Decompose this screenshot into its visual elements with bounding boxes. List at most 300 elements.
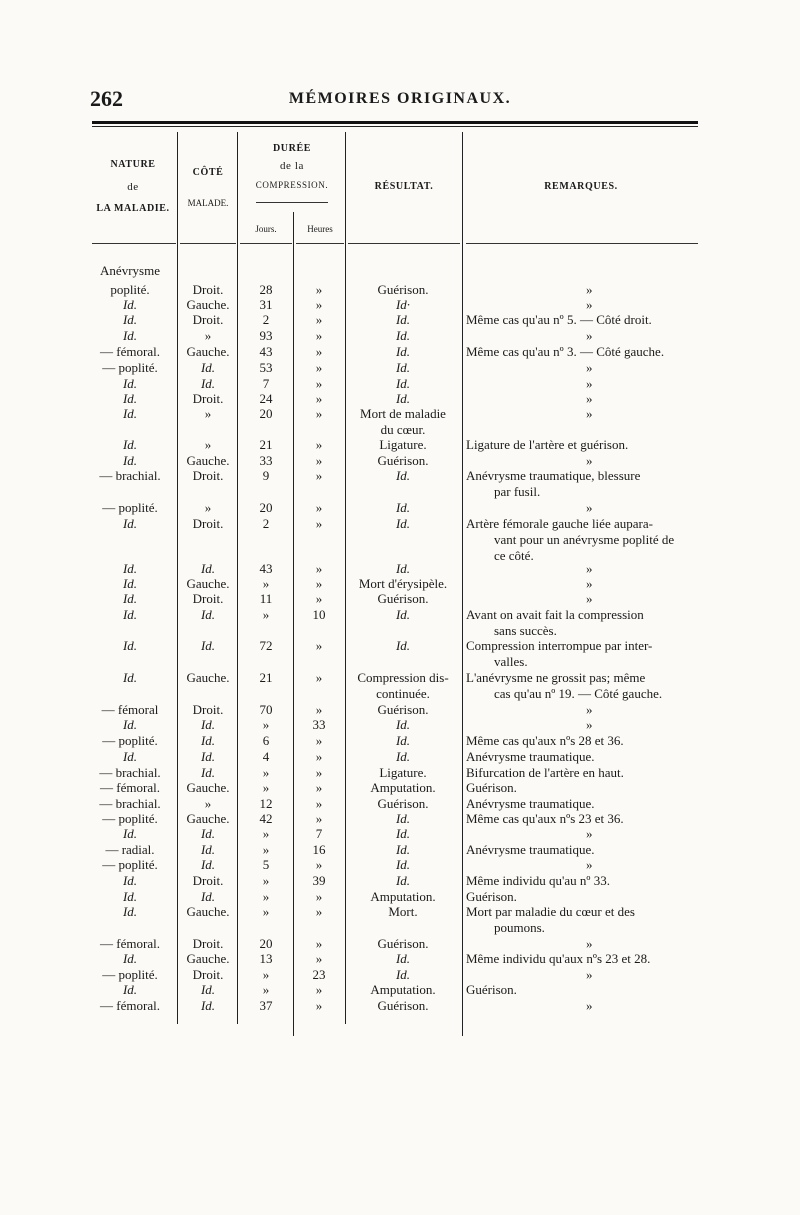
cell-heures: » <box>315 811 323 826</box>
cell-jours: 20 <box>259 406 273 421</box>
cell-heures: » <box>315 796 323 811</box>
cell-remarques <box>466 282 704 298</box>
cell-remarques-line: » <box>586 702 593 717</box>
cell-resultat <box>346 702 460 718</box>
cell-resultat <box>346 765 460 781</box>
cell-cote: Droit. <box>192 873 224 888</box>
cell-cote: Id. <box>200 561 216 576</box>
header-duree-1: DURÉE <box>272 143 311 154</box>
cell-jours: 93 <box>259 328 273 343</box>
cell-heures: » <box>315 780 323 795</box>
cell-jours: 53 <box>259 360 273 375</box>
cell-cote: Id. <box>200 376 216 391</box>
cell-remarques <box>466 749 704 765</box>
cell-remarques-line: » <box>586 998 593 1013</box>
cell-jours: 20 <box>259 500 273 515</box>
cell-nature: — brachial. <box>99 765 161 780</box>
cell-resultat-line: Id. <box>395 717 411 732</box>
cell-jours: 43 <box>259 561 273 576</box>
cell-remarques <box>466 826 704 842</box>
cell-nature: Id. <box>122 453 138 468</box>
cell-resultat-line: du cœur. <box>380 422 426 437</box>
cell-heures: » <box>315 561 323 576</box>
cell-nature: Id. <box>122 591 138 606</box>
cell-remarques <box>466 437 704 453</box>
cell-resultat <box>346 453 460 469</box>
cell-remarques <box>466 702 704 718</box>
cell-cote: Id. <box>200 826 216 841</box>
cell-remarques-line: » <box>586 561 593 576</box>
cell-resultat <box>346 889 460 905</box>
cell-resultat <box>346 437 460 453</box>
cell-remarques-line: » <box>586 500 593 515</box>
cell-cote: Id. <box>200 982 216 997</box>
cell-cote: Droit. <box>192 936 224 951</box>
cell-jours: » <box>262 717 270 732</box>
cell-jours: 21 <box>259 437 273 452</box>
cell-nature: Id. <box>122 904 138 919</box>
cell-cote: Droit. <box>192 516 224 531</box>
cell-resultat <box>346 561 460 577</box>
cell-resultat <box>346 811 460 827</box>
cell-remarques-line: » <box>586 576 593 591</box>
cell-remarques <box>466 328 704 344</box>
cell-cote: Id. <box>200 638 216 653</box>
cell-cote: Droit. <box>192 468 224 483</box>
cell-nature: — radial. <box>105 842 155 857</box>
cell-cote: Gauche. <box>186 453 230 468</box>
cell-remarques <box>466 376 704 392</box>
cell-jours: 13 <box>259 951 273 966</box>
cell-remarques-line: Même cas qu'au nº 5. — Côté droit. <box>466 312 652 327</box>
cell-resultat <box>346 998 460 1014</box>
cell-heures: » <box>315 889 323 904</box>
cell-resultat-line: Id· <box>395 297 411 312</box>
cell-heures: » <box>315 936 323 951</box>
cell-cote: Droit. <box>192 391 224 406</box>
cell-nature: Id. <box>122 576 138 591</box>
cell-resultat <box>346 904 460 920</box>
cell-heures: » <box>315 468 323 483</box>
cell-nature: — fémoral <box>101 702 159 717</box>
cell-heures: 16 <box>312 842 326 857</box>
cell-resultat-line: Mort de maladie <box>360 406 446 421</box>
cell-resultat <box>346 360 460 376</box>
cell-jours: 4 <box>262 749 270 764</box>
cell-jours: » <box>262 904 270 919</box>
cell-cote: Id. <box>200 749 216 764</box>
cell-remarques-line: Anévrysme traumatique. <box>466 749 595 764</box>
cell-resultat-line: Guérison. <box>377 702 429 717</box>
cell-resultat <box>346 749 460 765</box>
cell-remarques-line: Anévrysme traumatique, blessure <box>466 468 641 483</box>
cell-nature: Id. <box>122 873 138 888</box>
header-rule-resultat <box>348 243 460 244</box>
cell-nature: Id. <box>122 951 138 966</box>
cell-resultat-line: Id. <box>395 312 411 327</box>
cell-remarques-line: Anévrysme traumatique. <box>466 796 595 811</box>
cell-resultat <box>346 951 460 967</box>
cell-remarques <box>466 344 704 360</box>
cell-resultat-line: Id. <box>395 951 411 966</box>
cell-heures: 23 <box>312 967 326 982</box>
header-heures: Heures <box>307 224 333 234</box>
cell-heures: » <box>315 360 323 375</box>
cell-resultat <box>346 857 460 873</box>
cell-jours: 2 <box>262 516 270 531</box>
cell-jours: 37 <box>259 998 273 1013</box>
cell-heures: » <box>315 453 323 468</box>
cell-resultat-line: continuée. <box>376 686 430 701</box>
cell-remarques <box>466 468 704 500</box>
cell-remarques-line: Même individu qu'aux nºs 23 et 28. <box>466 951 651 966</box>
cell-nature: Id. <box>122 749 138 764</box>
cell-jours: 24 <box>259 391 273 406</box>
cell-remarques <box>466 889 704 905</box>
cell-resultat <box>346 344 460 360</box>
cell-cote: Gauche. <box>186 576 230 591</box>
cell-jours: 42 <box>259 811 273 826</box>
cell-heures: » <box>315 670 323 685</box>
cell-remarques <box>466 607 704 639</box>
cell-remarques-line: » <box>586 453 593 468</box>
header-rule-heures <box>296 243 344 244</box>
cell-remarques <box>466 406 704 422</box>
cell-resultat-line: Id. <box>395 842 411 857</box>
cell-nature: — fémoral. <box>100 998 160 1013</box>
cell-remarques <box>466 873 704 889</box>
cell-heures: » <box>315 500 323 515</box>
header-resultat: RÉSULTAT. <box>374 181 434 192</box>
cell-resultat-line: Id. <box>395 360 411 375</box>
cell-jours: 28 <box>259 282 273 297</box>
cell-resultat <box>346 638 460 654</box>
header-nature-3: LA MALADIE. <box>96 203 170 214</box>
cell-jours: » <box>262 889 270 904</box>
cell-resultat-line: Id. <box>395 516 411 531</box>
cell-heures: » <box>315 297 323 312</box>
cell-resultat-line: Id. <box>395 733 411 748</box>
cell-remarques-line: Guérison. <box>466 889 517 904</box>
cell-resultat <box>346 842 460 858</box>
cell-jours: 20 <box>259 936 273 951</box>
cell-nature: — brachial. <box>99 468 161 483</box>
cell-cote: » <box>204 500 212 515</box>
cell-remarques-line: » <box>586 391 593 406</box>
cell-resultat-line: Id. <box>395 328 411 343</box>
cell-resultat-line: Amputation. <box>370 780 436 795</box>
cell-jours: 12 <box>259 796 273 811</box>
cell-remarques <box>466 516 704 564</box>
cell-cote: Id. <box>200 998 216 1013</box>
cell-heures: » <box>315 328 323 343</box>
cell-remarques-line: Anévrysme traumatique. <box>466 842 595 857</box>
cell-resultat <box>346 982 460 998</box>
cell-heures: » <box>315 406 323 421</box>
cell-cote: Gauche. <box>186 904 230 919</box>
cell-remarques-line: » <box>586 360 593 375</box>
cell-cote: » <box>204 406 212 421</box>
header-rule-nature <box>92 243 176 244</box>
cell-cote: Gauche. <box>186 670 230 685</box>
cell-remarques-line: Compression interrompue par inter- <box>466 638 653 653</box>
cell-cote: Id. <box>200 857 216 872</box>
cell-nature: Id. <box>122 297 138 312</box>
cell-remarques <box>466 967 704 983</box>
cell-remarques-line: sans succès. <box>494 623 557 638</box>
cell-remarques-line: Même cas qu'aux nºs 28 et 36. <box>466 733 624 748</box>
running-title: MÉMOIRES ORIGINAUX. <box>288 90 512 107</box>
cell-jours: 5 <box>262 857 270 872</box>
cell-nature: Id. <box>122 312 138 327</box>
cell-remarques-line: Même cas qu'au nº 3. — Côté gauche. <box>466 344 665 359</box>
cell-jours: 33 <box>259 453 273 468</box>
cell-nature: Anévrysme <box>100 263 160 278</box>
cell-nature: Id. <box>122 516 138 531</box>
cell-resultat-line: Id. <box>395 857 411 872</box>
cell-heures: » <box>315 516 323 531</box>
cell-jours: » <box>262 607 270 622</box>
cell-heures: 33 <box>312 717 326 732</box>
cell-jours: » <box>262 765 270 780</box>
cell-jours: » <box>262 982 270 997</box>
header-cote-1: CÔTÉ <box>192 167 224 178</box>
cell-remarques-line: Artère fémorale gauche liée aupara- <box>466 516 653 531</box>
cell-remarques-line: » <box>586 826 593 841</box>
cell-remarques-line: » <box>586 282 593 297</box>
cell-resultat <box>346 282 460 298</box>
cell-heures: » <box>315 591 323 606</box>
cell-remarques-line: » <box>586 297 593 312</box>
cell-resultat-line: Ligature. <box>379 437 427 452</box>
cell-remarques-line: cas qu'au nº 19. — Côté gauche. <box>494 686 663 701</box>
cell-resultat-line: Id. <box>395 468 411 483</box>
cell-remarques <box>466 500 704 516</box>
cell-jours: 43 <box>259 344 273 359</box>
cell-cote: Id. <box>200 733 216 748</box>
cell-remarques-line: par fusil. <box>494 484 541 499</box>
cell-heures: 39 <box>312 873 326 888</box>
cell-resultat <box>346 733 460 749</box>
cell-remarques <box>466 796 704 812</box>
cell-remarques <box>466 312 704 328</box>
cell-jours: 21 <box>259 670 273 685</box>
header-remarques: REMARQUES. <box>544 181 618 192</box>
cell-resultat-line: Id. <box>395 749 411 764</box>
cell-nature: Id. <box>122 561 138 576</box>
cell-jours: 31 <box>259 297 273 312</box>
cell-cote: Gauche. <box>186 951 230 966</box>
cell-remarques-line: Ligature de l'artère et guérison. <box>466 437 629 452</box>
cell-resultat <box>346 391 460 407</box>
cell-jours: 7 <box>262 376 270 391</box>
header-cote-2: MALADE. <box>187 198 229 208</box>
cell-resultat <box>346 796 460 812</box>
page-number: 262 <box>90 86 123 111</box>
cell-heures: » <box>315 998 323 1013</box>
cell-heures: » <box>315 312 323 327</box>
cell-nature: Id. <box>122 391 138 406</box>
cell-remarques-line: Même cas qu'aux nºs 23 et 36. <box>466 811 624 826</box>
cell-nature: — poplité. <box>102 500 158 515</box>
cell-resultat <box>346 591 460 607</box>
cell-resultat-line: Mort d'érysipèle. <box>358 576 448 591</box>
cell-remarques-line: Même individu qu'au nº 33. <box>466 873 610 888</box>
cell-resultat-line: Guérison. <box>377 591 429 606</box>
cell-resultat <box>346 312 460 328</box>
cell-remarques <box>466 780 704 796</box>
cell-resultat-line: Guérison. <box>377 796 429 811</box>
cell-remarques-line: L'anévrysme ne grossit pas; même <box>466 670 646 685</box>
cell-resultat-line: Id. <box>395 344 411 359</box>
cell-remarques <box>466 591 704 607</box>
cell-remarques-line: Guérison. <box>466 982 517 997</box>
cell-jours: » <box>262 842 270 857</box>
cell-nature: — poplité. <box>102 733 158 748</box>
cell-resultat-line: Id. <box>395 376 411 391</box>
cell-remarques-line: Avant on avait fait la compression <box>466 607 644 622</box>
cell-resultat-line: Id. <box>395 638 411 653</box>
cell-remarques-line: valles. <box>494 654 528 669</box>
cell-heures: » <box>315 749 323 764</box>
cell-resultat <box>346 607 460 623</box>
cell-remarques <box>466 733 704 749</box>
cell-remarques <box>466 811 704 827</box>
cell-remarques <box>466 453 704 469</box>
cell-resultat-line: Id. <box>395 391 411 406</box>
cell-heures: » <box>315 437 323 452</box>
cell-resultat <box>346 376 460 392</box>
cell-resultat-line: Amputation. <box>370 982 436 997</box>
header-jours: Jours. <box>255 224 277 234</box>
cell-remarques-line: » <box>586 591 593 606</box>
cell-nature: Id. <box>122 889 138 904</box>
top-rule <box>92 121 698 124</box>
cell-cote: Id. <box>200 765 216 780</box>
cell-cote: Gauche. <box>186 297 230 312</box>
cell-cote: Droit. <box>192 591 224 606</box>
header-rule-cote <box>180 243 236 244</box>
cell-resultat <box>346 468 460 484</box>
cell-nature: Id. <box>122 406 138 421</box>
cell-resultat <box>346 826 460 842</box>
cell-nature: poplité. <box>110 282 150 297</box>
cell-nature: Id. <box>122 717 138 732</box>
cell-remarques-line: Bifurcation de l'artère en haut. <box>466 765 624 780</box>
cell-remarques-line: ce côté. <box>494 548 534 563</box>
cell-resultat <box>346 576 460 592</box>
cell-cote: Id. <box>200 889 216 904</box>
cell-jours: 72 <box>259 638 273 653</box>
cell-resultat <box>346 780 460 796</box>
cell-jours: » <box>262 967 270 982</box>
cell-cote: Id. <box>200 360 216 375</box>
cell-remarques <box>466 717 704 733</box>
cell-resultat <box>346 516 460 532</box>
cell-nature: — poplité. <box>102 360 158 375</box>
cell-cote: » <box>204 796 212 811</box>
cell-remarques-line: Mort par maladie du cœur et des <box>466 904 635 919</box>
cell-resultat-line: Id. <box>395 607 411 622</box>
cell-remarques <box>466 638 704 670</box>
cell-heures: » <box>315 765 323 780</box>
cell-resultat <box>346 328 460 344</box>
cell-nature: — poplité. <box>102 857 158 872</box>
cell-remarques-line: » <box>586 857 593 872</box>
cell-remarques-line: » <box>586 717 593 732</box>
cell-remarques-line: poumons. <box>494 920 545 935</box>
cell-remarques <box>466 360 704 376</box>
cell-cote: Gauche. <box>186 344 230 359</box>
cell-remarques-line: » <box>586 376 593 391</box>
cell-cote: Id. <box>200 607 216 622</box>
cell-remarques <box>466 670 704 702</box>
cell-heures: » <box>315 982 323 997</box>
cell-remarques-line: » <box>586 406 593 421</box>
cell-resultat-line: Id. <box>395 561 411 576</box>
cell-nature: Id. <box>122 982 138 997</box>
cell-nature: Id. <box>122 670 138 685</box>
cell-nature: Id. <box>122 607 138 622</box>
cell-nature: Id. <box>122 328 138 343</box>
cell-cote: Droit. <box>192 282 224 297</box>
cell-resultat-line: Id. <box>395 967 411 982</box>
cell-remarques <box>466 391 704 407</box>
cell-cote: Gauche. <box>186 811 230 826</box>
cell-heures: » <box>315 951 323 966</box>
cell-nature: Id. <box>122 376 138 391</box>
cell-heures: » <box>315 391 323 406</box>
cell-remarques <box>466 765 704 781</box>
cell-jours: 11 <box>259 591 273 606</box>
cell-jours: 6 <box>262 733 270 748</box>
cell-jours: » <box>262 780 270 795</box>
cell-remarques <box>466 857 704 873</box>
cell-resultat <box>346 873 460 889</box>
cell-cote: Droit. <box>192 967 224 982</box>
cell-remarques <box>466 936 704 952</box>
cell-cote: Id. <box>200 842 216 857</box>
cell-heures: » <box>315 733 323 748</box>
header-rule-jours <box>240 243 292 244</box>
cell-resultat-line: Guérison. <box>377 998 429 1013</box>
cell-heures: » <box>315 376 323 391</box>
cell-resultat-line: Id. <box>395 873 411 888</box>
cell-nature: — fémoral. <box>100 780 160 795</box>
cell-resultat-line: Amputation. <box>370 889 436 904</box>
cell-heures: 7 <box>315 826 323 841</box>
cell-nature: Id. <box>122 638 138 653</box>
cell-remarques <box>466 561 704 577</box>
cell-jours: 70 <box>259 702 273 717</box>
cell-remarques-line: » <box>586 967 593 982</box>
header-nature-2: de <box>127 181 139 193</box>
cell-remarques <box>466 951 704 967</box>
cell-resultat <box>346 670 460 702</box>
cell-resultat <box>346 500 460 516</box>
cell-nature: — fémoral. <box>100 344 160 359</box>
cell-heures: » <box>315 282 323 297</box>
header-duree-rule <box>256 202 328 203</box>
cell-resultat <box>346 297 460 313</box>
cell-heures: » <box>315 702 323 717</box>
cell-resultat-line: Id. <box>395 826 411 841</box>
cell-cote: Gauche. <box>186 780 230 795</box>
cell-cote: » <box>204 437 212 452</box>
cell-nature: — brachial. <box>99 796 161 811</box>
cell-resultat-line: Compression dis- <box>357 670 449 685</box>
cell-cote: Droit. <box>192 312 224 327</box>
